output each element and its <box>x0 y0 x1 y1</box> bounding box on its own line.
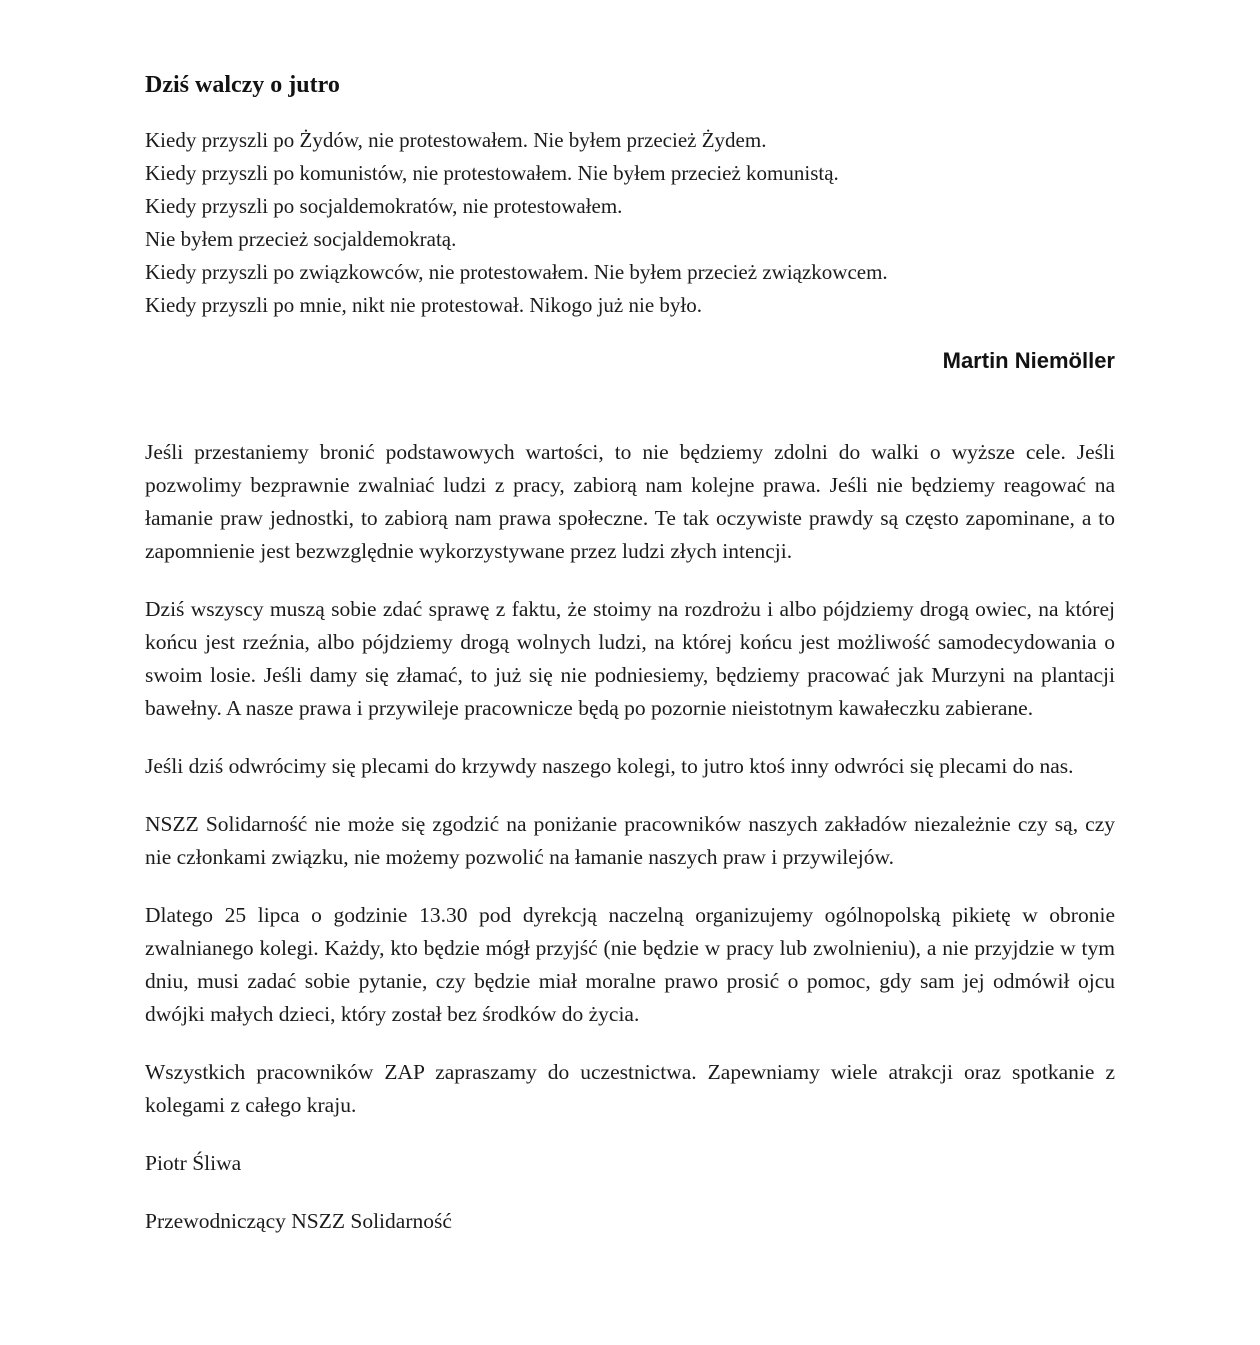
body-paragraph: Dziś wszyscy muszą sobie zdać sprawę z faktu, że stoimy na rozdrożu i albo pójdziemy drogą owiec, na której końcu jest rzeźnia, albo pójdziemy drogą wolnych ludzi, na której końcu jest możliwość samodecydowania o swoim losie. Jeśli damy się złamać, to już się nie podniesiemy, będziemy pracować jak Murzyni na plantacji bawełny. A nasze prawa i przywileje pracownicze będą po pozornie nieistotnym kawałeczku zabierane. <box>145 597 1115 720</box>
body-paragraph: Jeśli dziś odwrócimy się plecami do krzywdy naszego kolegi, to jutro ktoś inny odwróci się plecami do nas. <box>145 754 1074 778</box>
quote-line: Nie byłem przecież socjaldemokratą. <box>145 227 457 251</box>
body-paragraph: Wszystkich pracowników ZAP zapraszamy do uczestnictwa. Zapewniamy wiele atrakcji oraz spotkanie z kolegami z całego kraju. <box>145 1060 1115 1117</box>
signature-name: Piotr Śliwa <box>145 1151 242 1175</box>
niemoller-quote-block <box>145 124 1115 322</box>
quote-line: Kiedy przyszli po Żydów, nie protestowałem. Nie byłem przecież Żydem. <box>145 128 767 152</box>
signature-role: Przewodniczący NSZZ Solidarność <box>145 1209 452 1233</box>
document-title: Dziś walczy o jutro <box>145 72 340 98</box>
quote-line: Kiedy przyszli po związkowców, nie protestowałem. Nie byłem przecież związkowcem. <box>145 260 888 284</box>
body-paragraph: NSZZ Solidarność nie może się zgodzić na poniżanie pracowników naszych zakładów niezależnie czy są, czy nie członkami związku, nie możemy pozwolić na łamanie naszych praw i przywilejów. <box>145 812 1115 869</box>
quote-attribution: Martin Niemöller <box>942 348 1115 373</box>
quote-line: Kiedy przyszli po mnie, nikt nie protestował. Nikogo już nie było. <box>145 293 702 317</box>
quote-line: Kiedy przyszli po socjaldemokratów, nie protestowałem. <box>145 194 623 218</box>
document-body <box>145 436 1115 1238</box>
body-paragraph: Jeśli przestaniemy bronić podstawowych wartości, to nie będziemy zdolni do walki o wyższe cele. Jeśli pozwolimy bezprawnie zwalniać ludzi z pracy, zabiorą nam kolejne prawa. Jeśli nie będziemy reagować na łamanie praw jednostki, to zabiorą nam prawa społeczne. Te tak oczywiste prawdy są często zapominane, a to zapomnienie jest bezwzględnie wykorzystywane przez ludzi złych intencji. <box>145 440 1115 563</box>
body-paragraph: Dlatego 25 lipca o godzinie 13.30 pod dyrekcją naczelną organizujemy ogólnopolską pikietę w obronie zwalnianego kolegi. Każdy, kto będzie mógł przyjść (nie będzie w pracy lub zwolnieniu), a nie przyjdzie w tym dniu, musi zadać sobie pytanie, czy będzie miał moralne prawo prosić o pomoc, gdy sam jej odmówił ojcu dwójki małych dzieci, który został bez środków do życia. <box>145 903 1115 1026</box>
quote-line: Kiedy przyszli po komunistów, nie protestowałem. Nie byłem przecież komunistą. <box>145 161 839 185</box>
